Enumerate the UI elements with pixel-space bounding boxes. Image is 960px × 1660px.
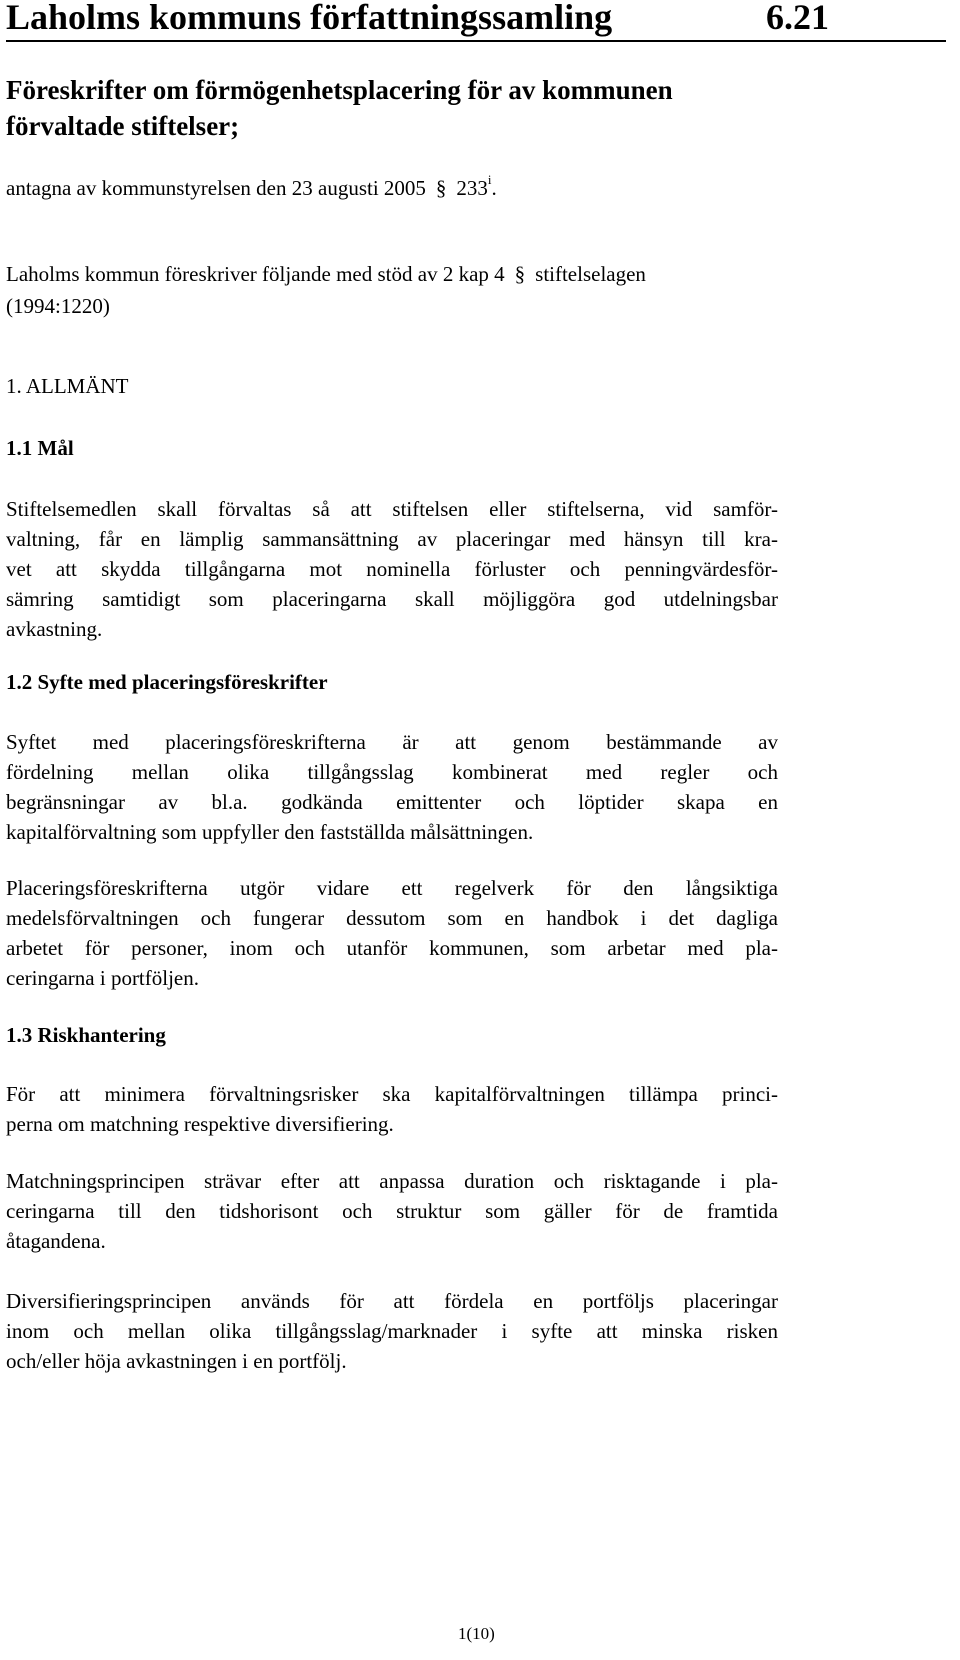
text-line: fördelning mellan olika tillgångsslag kombinerat med regler och <box>6 760 778 784</box>
text-line: Placeringsföreskrifterna utgör vidare ett regelverk för den långsiktiga <box>6 876 778 900</box>
section-sign: § <box>435 176 447 200</box>
paragraph-risk <box>6 1079 778 1139</box>
text-line: medelsförvaltningen och fungerar dessutom som en handbok i det dagliga <box>6 906 778 930</box>
document-title <box>6 72 673 144</box>
text-line: Diversifieringsprincipen används för att fördela en portföljs placeringar <box>6 1289 778 1313</box>
text-line: vet att skydda tillgångarna mot nominella förluster och penningvärdesför- <box>6 557 778 581</box>
text-line: Matchningsprincipen strävar efter att anpassa duration och risktagande i pla- <box>6 1169 778 1193</box>
statute-number: 6.21 <box>766 0 829 37</box>
paragraph-purpose <box>6 727 778 847</box>
page-header <box>6 0 946 42</box>
paragraph-goal <box>6 494 778 644</box>
text-line: Syftet med placeringsföreskrifterna är att genom bestämmande av <box>6 730 778 754</box>
footnote-marker: i <box>487 172 492 187</box>
text-line: ceringarna i portföljen. <box>6 966 199 990</box>
text-line: valtning, får en lämplig sammansättning av placeringar med hänsyn till kra- <box>6 527 778 551</box>
document-title-line-2: förvaltade stiftelser; <box>6 111 240 141</box>
page-number: 1(10) <box>458 1624 495 1643</box>
text-line: ceringarna till den tidshorisont och struktur som gäller för de framtida <box>6 1199 778 1223</box>
text-line: kapitalförvaltning som uppfyller den fastställda målsättningen. <box>6 820 534 844</box>
text-line: avkastning. <box>6 617 103 641</box>
adoption-end: . <box>491 176 497 200</box>
adoption-paragraph-number: 233 <box>456 176 488 200</box>
legal-authority <box>6 258 646 322</box>
authority-line-2: (1994:1220) <box>6 294 110 318</box>
paragraph-regulations <box>6 873 778 993</box>
text-line: åtagandena. <box>6 1229 106 1253</box>
text-line: och/eller höja avkastningen i en portfölj. <box>6 1349 347 1373</box>
section-heading-1-1: 1.1 Mål <box>6 436 74 460</box>
section-heading-1: 1. ALLMÄNT <box>6 374 129 398</box>
section-heading-1-2: 1.2 Syfte med placeringsföreskrifter <box>6 670 328 694</box>
text-line: inom och mellan olika tillgångsslag/marknader i syfte att minska risken <box>6 1319 778 1343</box>
text-line: Stiftelsemedlen skall förvaltas så att stiftelsen eller stiftelserna, vid samför- <box>6 497 778 521</box>
section-heading-1-3: 1.3 Riskhantering <box>6 1023 166 1047</box>
authority-law: stiftelselagen <box>535 262 646 286</box>
collection-title: Laholms kommuns författningssamling <box>6 0 613 37</box>
text-line: begränsningar av bl.a. godkända emittenter och löptider skapa en <box>6 790 778 814</box>
authority-text: Laholms kommun föreskriver följande med stöd av 2 kap 4 <box>6 262 505 286</box>
text-line: arbetet för personer, inom och utanför kommunen, som arbetar med pla- <box>6 936 778 960</box>
authority-line-1 <box>6 258 646 290</box>
paragraph-diversification <box>6 1286 778 1376</box>
section-sign: § <box>514 262 526 286</box>
adoption-statement <box>6 172 497 201</box>
paragraph-matching <box>6 1166 778 1256</box>
text-line: För att minimera förvaltningsrisker ska kapitalförvaltningen tillämpa princi- <box>6 1082 778 1106</box>
text-line: perna om matchning respektive diversifiering. <box>6 1112 394 1136</box>
document-title-line-1: Föreskrifter om förmögenhetsplacering för av kommunen <box>6 75 673 105</box>
adoption-text: antagna av kommunstyrelsen den 23 augusti 2005 <box>6 176 426 200</box>
text-line: sämring samtidigt som placeringarna skall möjliggöra god utdelningsbar <box>6 587 778 611</box>
